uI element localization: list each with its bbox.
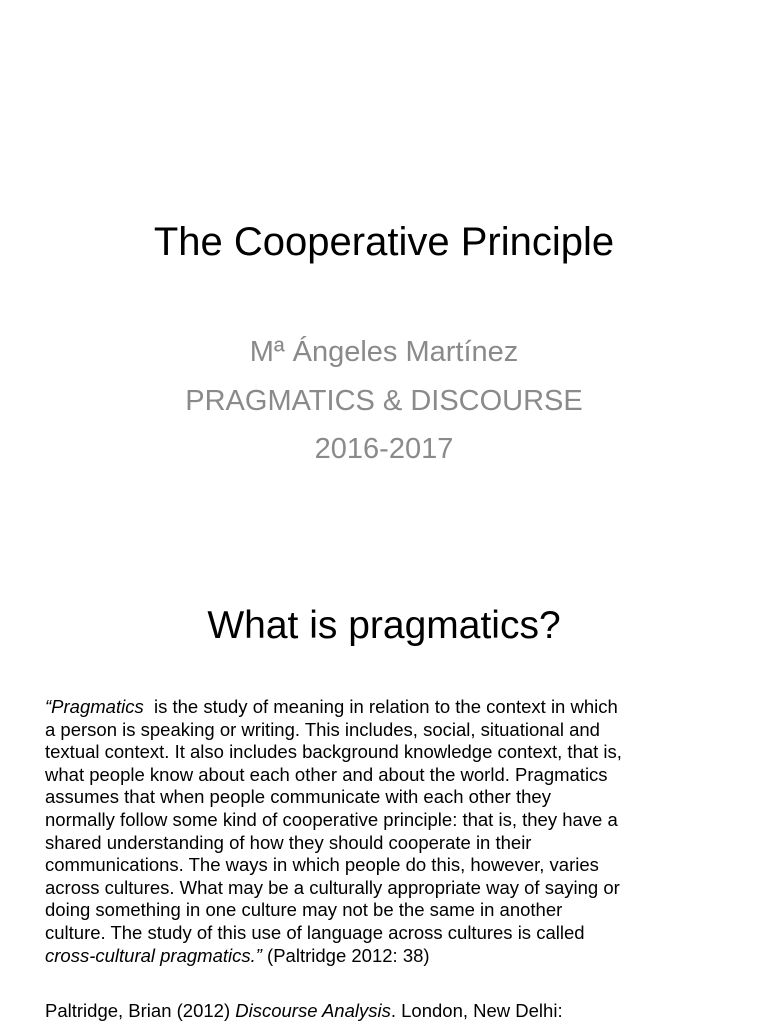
quote-citation: (Paltridge 2012: 38): [261, 944, 430, 966]
reference-book-title: Discourse Analysis: [235, 1000, 391, 1021]
quote-text: is the study of meaning in relation to the context in which: [143, 696, 618, 717]
quote-line: across cultures. What may be a culturally appropriate way of saying or: [45, 876, 620, 898]
bibliographic-reference: [45, 1000, 745, 1023]
reference-publisher: . London, New Delhi:: [390, 1000, 563, 1021]
definition-quote: [45, 696, 735, 967]
quote-line: assumes that when people communicate with each other they: [45, 786, 551, 808]
academic-year: 2016-2017: [314, 433, 454, 465]
quote-line: culture. The study of this use of language across cultures is called: [45, 921, 585, 943]
quote-line: a person is speaking or writing. This includes, social, situational and: [45, 718, 600, 740]
quote-term: Pragmatics: [51, 696, 144, 717]
quote-line: doing something in one culture may not be the same in another: [45, 899, 563, 921]
author-name: Mª Ángeles Martínez: [249, 336, 519, 368]
content-slide: [0, 576, 768, 1024]
quote-line: communications. The ways in which people do this, however, varies: [45, 854, 599, 876]
quote-line: textual context. It also includes background knowledge context, that is,: [45, 741, 622, 763]
open-quote: “: [45, 696, 52, 717]
presentation-title: The Cooperative Principle: [153, 220, 615, 264]
quote-line: [45, 696, 735, 719]
quote-line: shared understanding of how they should cooperate in their: [45, 831, 532, 853]
quote-line: [45, 945, 735, 968]
reference-author: Paltridge, Brian (2012): [45, 1000, 236, 1021]
course-name: PRAGMATICS & DISCOURSE: [185, 385, 583, 417]
quote-line: normally follow some kind of cooperative principle: that is, they have a: [45, 808, 618, 830]
closing-term: cross-cultural pragmatics.”: [45, 944, 262, 966]
quote-line: what people know about each other and about the world. Pragmatics: [45, 763, 608, 785]
slide-heading: What is pragmatics?: [207, 604, 561, 647]
